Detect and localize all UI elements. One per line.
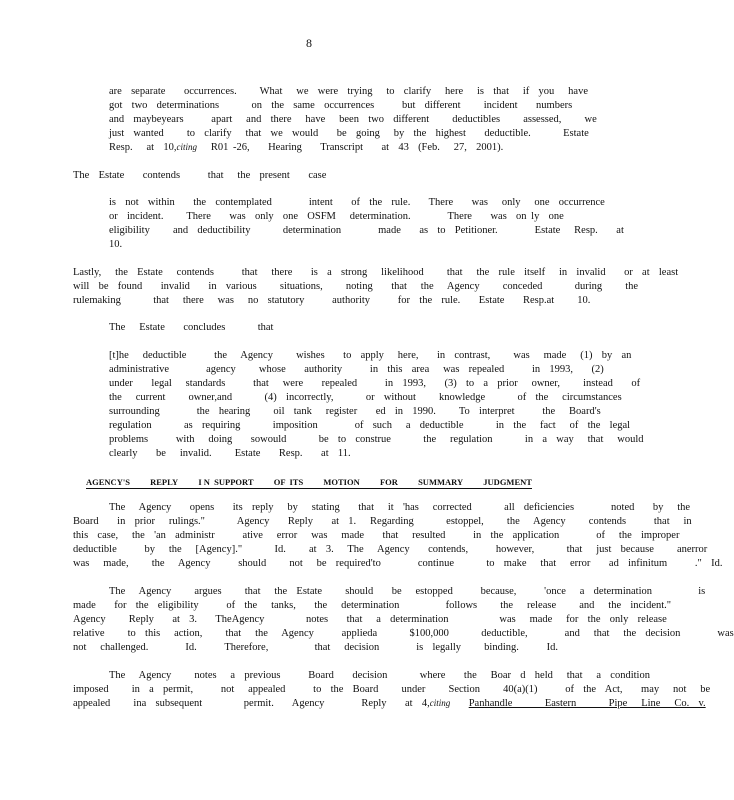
quote-line: problems with doing sowould be to construe the regulation in a way that would — [109, 434, 644, 445]
paragraph-line: The Agency argues that the Estate should be estopped because, 'once a determination is — [109, 586, 706, 597]
quote-line: just wanted to clarify that we would be going by the highest deductible. Estate — [109, 128, 589, 139]
quote-line: or incident. There was only one OSFM determination. There was on ly one — [109, 211, 564, 222]
paragraph-line: Lastly, the Estate contends that there is a strong likelihood that the rule itself in invalid or at least — [73, 267, 679, 278]
quote-line: are separate occurrences. What we were trying to clarify here is that if you have — [109, 86, 588, 97]
quote-line — [109, 141, 503, 155]
paragraph-line: was made, the Agency should not be required'to continue to make that error ad infinitum ." Id. — [73, 558, 723, 569]
quote-line: and maybeyears apart and there have been two different deductibles assessed, we — [109, 114, 597, 125]
quote-line: surrounding the hearing oil tank register ed in 1990. To interpret the Board's — [109, 406, 601, 417]
quote-line: under legal standards that were repealed in 1993, (3) to a prior owner, instead of — [109, 378, 641, 389]
paragraph-line: The Agency opens its reply by stating that it 'has corrected all deficiencies noted by the — [109, 502, 691, 513]
quote-line: the current owner,and (4) incorrectly, or without knowledge of the circumstances — [109, 392, 622, 403]
paragraph-line-text: appealed ina subsequent permit. Agency Reply at 4, — [73, 698, 430, 709]
paragraph-line: will be found invalid in various situations, noting that the Agency conceded during the — [73, 281, 639, 292]
section-heading — [86, 477, 532, 489]
quote-line-tail: R01 -26, Hearing Transcript at 43 (Feb. 27, 2001). — [196, 142, 504, 153]
paragraph-line: imposed in a permit, not appealed to the Board under Section 40(a)(1) of the Act, may not be — [73, 684, 711, 695]
heading-word: OF ITS — [273, 477, 304, 487]
paragraph-line: rulemaking that there was no statutory authority for the rule. Estate Resp.at 10. — [73, 295, 591, 306]
paragraph-line: Agency Reply at 3. TheAgency notes that a determination was made for the only release — [73, 614, 667, 625]
quote-line: 10. — [109, 239, 123, 250]
quote-line: got two determinations on the same occurrences but different incident numbers — [109, 100, 573, 111]
citing-signal: citing — [429, 698, 451, 708]
paragraph-line: relative to this action, that the Agency applieda $100,000 deductible, and that the decision was — [73, 628, 734, 639]
paragraph-line: deductible by the [Agency]." Id. at 3. The Agency contends, however, that just because anerror — [73, 544, 708, 555]
heading-word: I N SUPPORT — [198, 477, 254, 487]
paragraph-line: The Estate contends that the present case — [73, 170, 327, 181]
quote-line: is not within the contemplated intent of the rule. There was only one occurrence — [109, 197, 605, 208]
heading-word: FOR — [379, 477, 398, 487]
quote-line: clearly be invalid. Estate Resp. at 11. — [109, 448, 351, 459]
heading-word: SUMMARY — [418, 477, 464, 487]
page-number: 8 — [306, 36, 312, 50]
paragraph-line: The Estate concludes that — [109, 322, 274, 333]
paragraph-line: The Agency notes a previous Board decision where the Boar d held that a condition — [109, 670, 650, 681]
quote-line-text: Resp. at 10, — [109, 142, 177, 153]
paragraph-line: Board in prior rulings." Agency Reply at 1. Regarding estoppel, the Agency contends that in — [73, 516, 692, 527]
heading-word: REPLY — [150, 477, 179, 487]
paragraph-line — [73, 697, 706, 711]
quote-line: [t]he deductible the Agency wishes to apply here, in contrast, was made (1) by an — [109, 350, 632, 361]
paragraph-line: not challenged. Id. Therefore, that decision is legally binding. Id. — [73, 642, 558, 653]
quote-line: regulation as requiring imposition of such a deductible in the fact of the legal — [109, 420, 631, 431]
heading-word: MOTION — [323, 477, 360, 487]
citing-signal: citing — [176, 142, 197, 152]
quote-line: administrative agency whose authority in this area was repealed in 1993, (2) — [109, 364, 604, 375]
heading-word: AGENCY'S — [86, 477, 130, 487]
quote-line: eligibility and deductibility determination made as to Petitioner. Estate Resp. at — [109, 225, 624, 236]
heading-word: JUDGMENT — [483, 477, 532, 487]
paragraph-line: this case, the 'an administr ative error was made that resulted in the application of the improper — [73, 530, 680, 541]
case-citation: Panhandle Eastern Pipe Line Co. v. — [468, 698, 706, 709]
paragraph-line: made for the eligibility of the tanks, the determination follows the release and the incident." — [73, 600, 672, 611]
